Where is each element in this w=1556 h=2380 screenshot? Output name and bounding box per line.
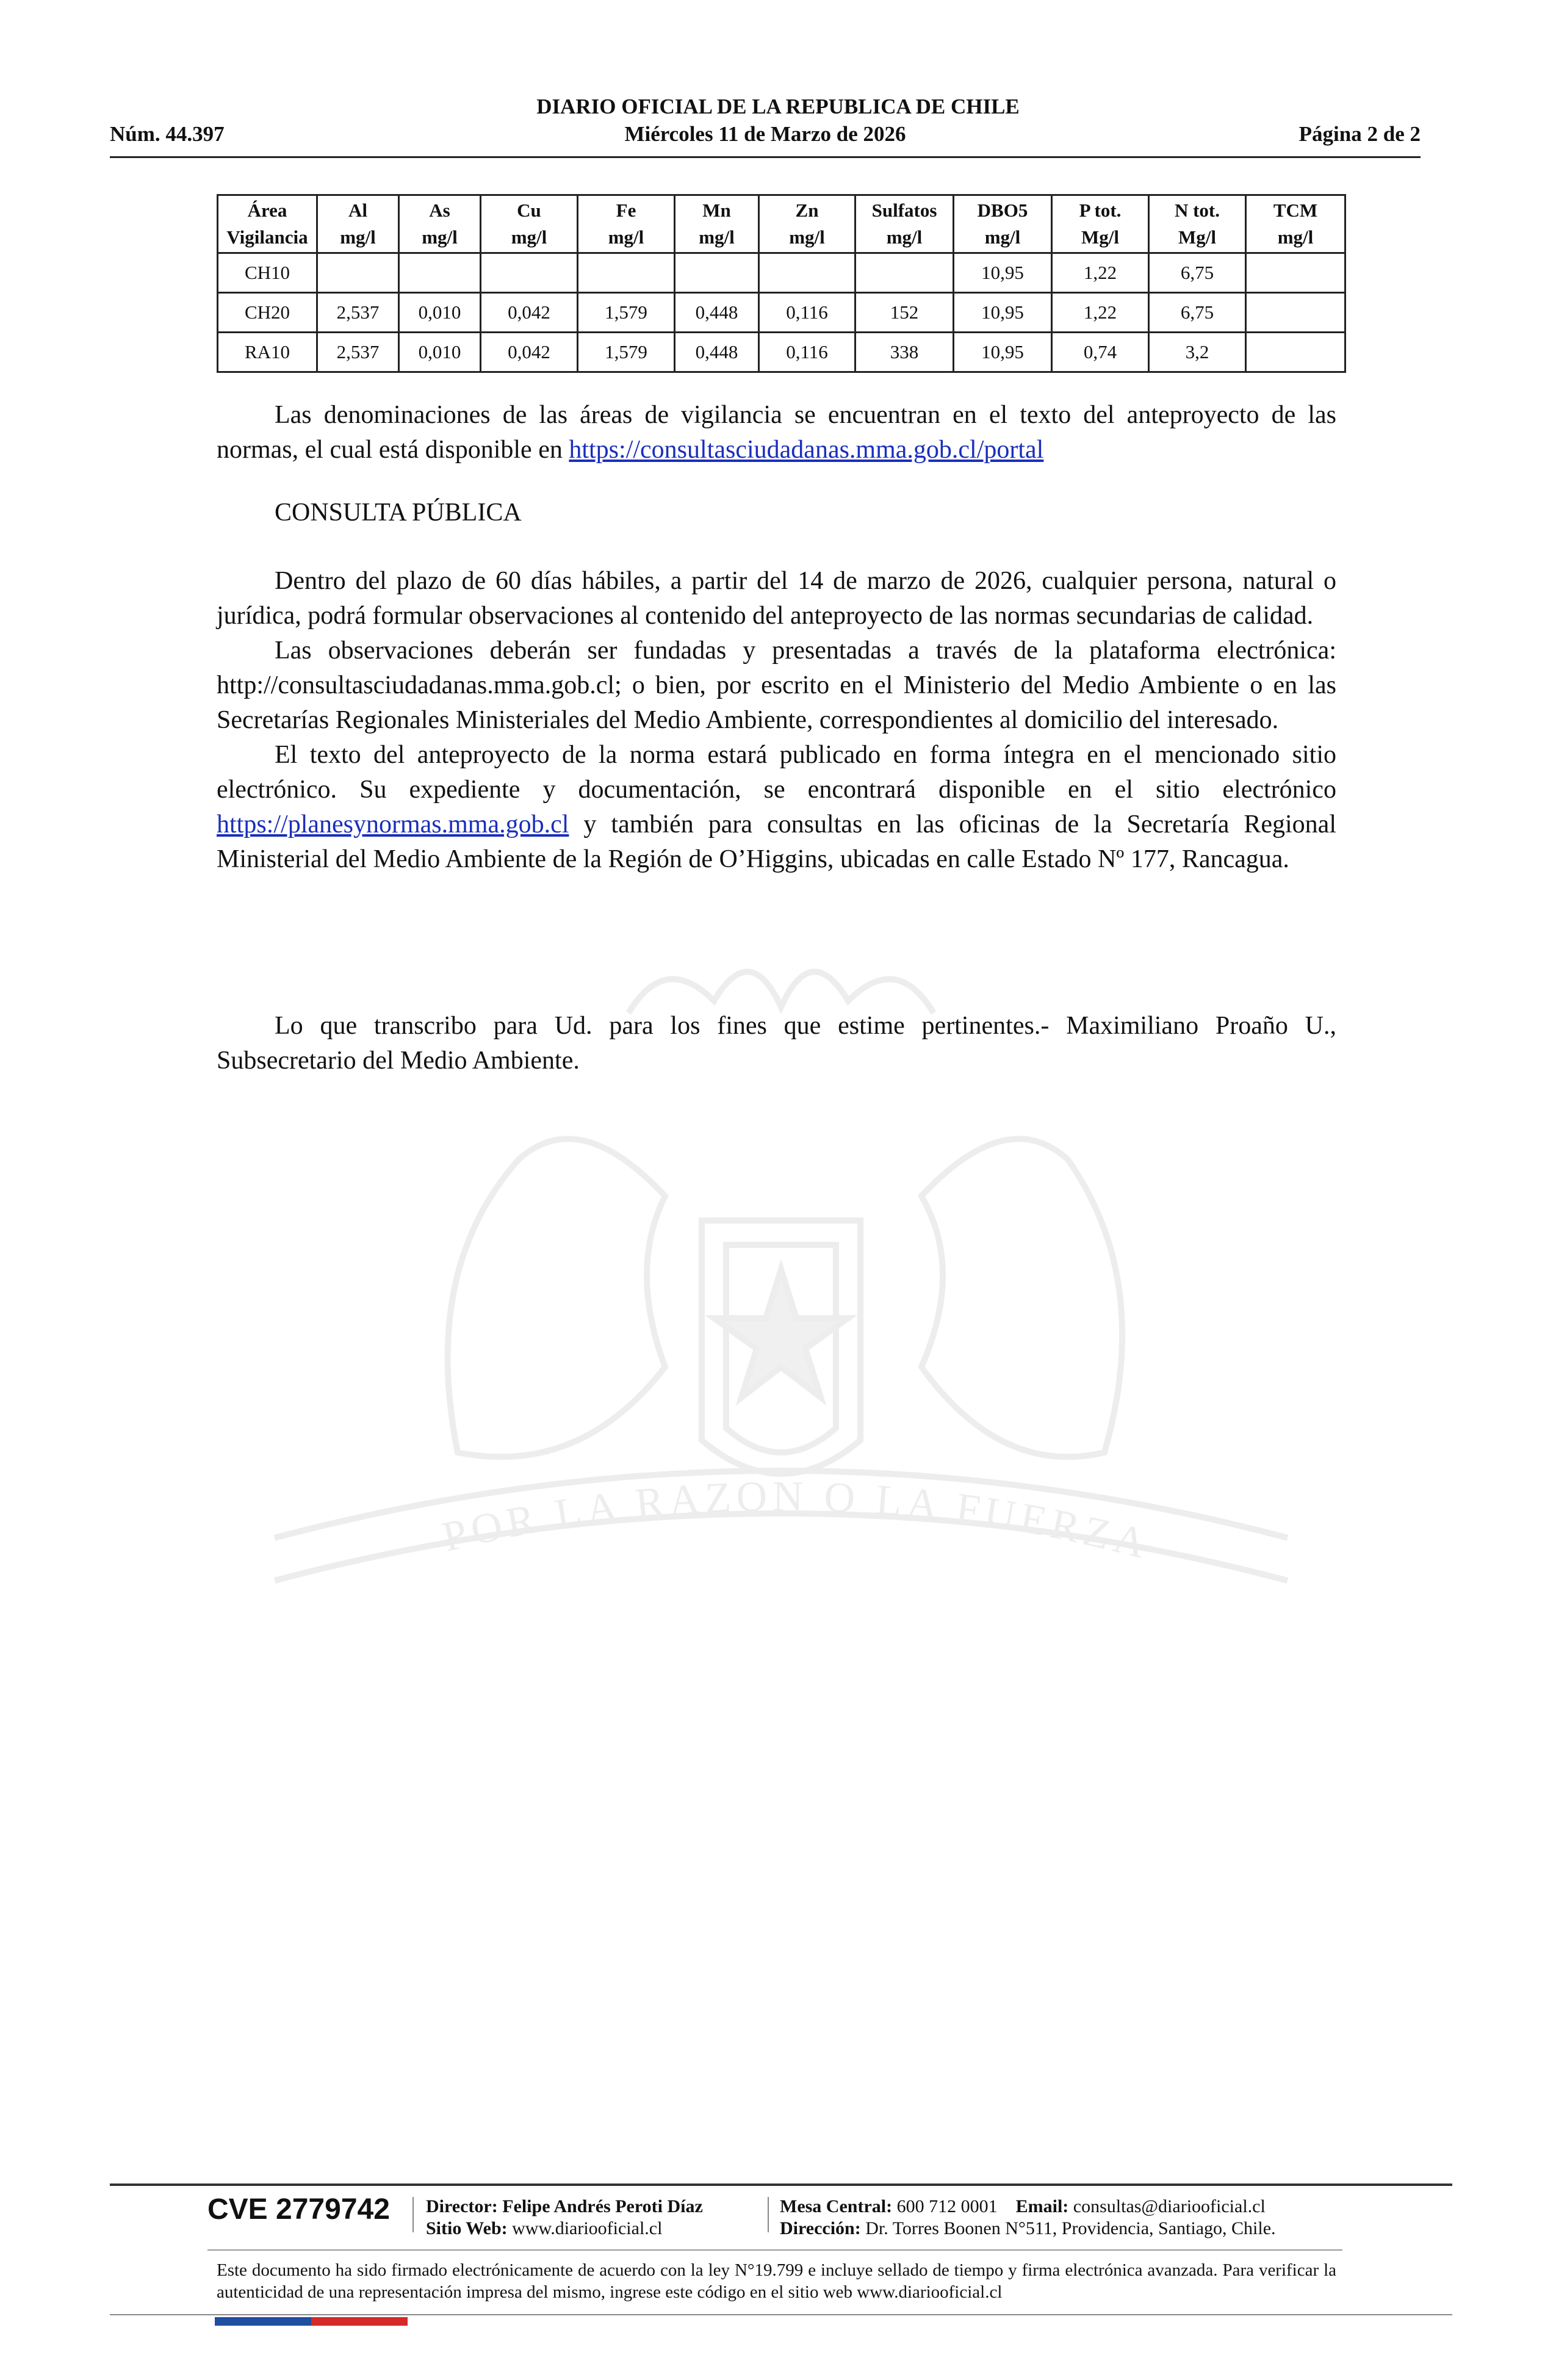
table-row <box>218 333 1345 372</box>
footer-contact-block <box>780 2196 1276 2240</box>
water-quality-table <box>217 194 1346 373</box>
table-cell <box>578 253 675 293</box>
footer-separator <box>768 2197 769 2232</box>
mesa-value: 600 712 0001 <box>896 2196 998 2216</box>
table-cell <box>1246 293 1345 333</box>
table-cell: 0,74 <box>1052 333 1149 372</box>
column-header: Fe mg/l <box>578 195 675 253</box>
paragraph-observations: Las observaciones deberán ser fundadas y presentadas a través de la plataforma electrónica: http://consultasciudadanas.mma.gob.cl; o bien, por escrito en el Ministerio del Medio Ambiente o en las Secretarías Regionales Ministeriales del Medio Ambiente, correspondientes al domicilio del interesado. <box>217 636 1336 734</box>
table-cell: 10,95 <box>954 333 1052 372</box>
table-cell: 1,22 <box>1052 293 1149 333</box>
table-cell: 2,537 <box>317 293 399 333</box>
table-cell: 0,448 <box>675 333 759 372</box>
footer-director-block <box>426 2196 703 2240</box>
flag-stripe-red <box>311 2317 408 2326</box>
footer-inner-divider <box>207 2249 1342 2251</box>
table-cell: 6,75 <box>1149 293 1246 333</box>
director-name: Felipe Andrés Peroti Díaz <box>502 2196 703 2216</box>
paragraph-text: El texto del anteproyecto de la norma estará publicado en forma íntegra en el mencionado sitio electrónico. Su expediente y documentación, se encontrará disponible en el sitio electrónico <box>217 741 1336 804</box>
paragraph-text: y también para consultas en las oficinas de la Secretaría Regional Ministerial del Medio Ambiente de la Región de O’Higgins, ubicadas en calle Estado Nº 177, Rancagua. <box>217 810 1336 873</box>
consultation-paragraphs <box>217 564 1336 877</box>
table-row <box>218 293 1345 333</box>
column-header: TCM mg/l <box>1246 195 1345 253</box>
table-cell: 6,75 <box>1149 253 1246 293</box>
email-label: Email: <box>1015 2196 1069 2216</box>
closing-paragraph <box>217 1009 1336 1078</box>
footer-bottom-divider <box>110 2314 1452 2315</box>
watermark-motto: POR LA RAZON O LA FUERZA <box>438 1473 1156 1569</box>
planes-normas-link[interactable]: https://planesynormas.mma.gob.cl <box>217 810 569 838</box>
header-row <box>110 122 1421 149</box>
table-cell: 2,537 <box>317 333 399 372</box>
site-value[interactable]: www.diariooficial.cl <box>512 2218 663 2238</box>
paragraph-publication <box>217 738 1336 877</box>
column-header: Cu mg/l <box>481 195 578 253</box>
cve-code: CVE 2779742 <box>207 2193 390 2226</box>
table-cell <box>759 253 855 293</box>
column-header: Al mg/l <box>317 195 399 253</box>
table-cell: 0,010 <box>399 293 481 333</box>
table-row <box>218 253 1345 293</box>
column-header: DBO5 mg/l <box>954 195 1052 253</box>
consultas-portal-link[interactable]: https://consultasciudadanas.mma.gob.cl/portal <box>569 436 1044 464</box>
column-header: As mg/l <box>399 195 481 253</box>
table-cell <box>1246 253 1345 293</box>
footer-separator <box>412 2197 414 2232</box>
column-header: Área Vigilancia <box>218 195 317 253</box>
table-cell: 0,042 <box>481 293 578 333</box>
table-cell: 0,448 <box>675 293 759 333</box>
table-cell: 10,95 <box>954 253 1052 293</box>
paragraph-deadline: Dentro del plazo de 60 días hábiles, a partir del 14 de marzo de 2026, cualquier persona, natural o jurídica, podrá formular observaciones al contenido del anteproyecto de las normas secundarias de calidad. <box>217 567 1336 630</box>
column-header: P tot. Mg/l <box>1052 195 1149 253</box>
table-cell: 1,579 <box>578 293 675 333</box>
table-cell: CH10 <box>218 253 317 293</box>
email-value[interactable]: consultas@diariooficial.cl <box>1073 2196 1266 2216</box>
column-header: Mn mg/l <box>675 195 759 253</box>
site-label: Sitio Web: <box>426 2218 508 2238</box>
electronic-signature-note: Este documento ha sido firmado electrónicamente de acuerdo con la ley N°19.799 e incluye sellado de tiempo y firma electrónica avanzada. Para verificar la autenticidad de una representación impresa del mismo, ingrese este código en el sitio web www.diariooficial.cl <box>217 2260 1336 2302</box>
header-divider <box>110 156 1421 158</box>
director-label: Director: <box>426 2196 498 2216</box>
table-cell: 0,042 <box>481 333 578 372</box>
table-cell: 3,2 <box>1149 333 1246 372</box>
table-cell <box>675 253 759 293</box>
footer-divider <box>110 2183 1452 2186</box>
column-header: Sulfatos mg/l <box>855 195 954 253</box>
table-cell: CH20 <box>218 293 317 333</box>
mesa-label: Mesa Central: <box>780 2196 893 2216</box>
section-heading: CONSULTA PÚBLICA <box>275 499 522 527</box>
table-cell <box>399 253 481 293</box>
table-cell: 1,579 <box>578 333 675 372</box>
column-header: Zn mg/l <box>759 195 855 253</box>
table-cell: 0,116 <box>759 333 855 372</box>
table-cell: 338 <box>855 333 954 372</box>
flag-stripe-blue <box>215 2317 311 2326</box>
table-cell: 152 <box>855 293 954 333</box>
paragraph-text: Las denominaciones de las áreas de vigilancia se encuentran en el texto del anteproyecto de las normas, el cual está disponible en <box>217 401 1336 464</box>
page-number: Página 2 de 2 <box>1298 122 1421 146</box>
table-header-row <box>218 195 1345 253</box>
table-cell: RA10 <box>218 333 317 372</box>
issue-date: Miércoles 11 de Marzo de 2026 <box>624 122 906 146</box>
signature-text: Lo que transcribo para Ud. para los fines que estime pertinentes.- Maximiliano Proaño U., Subsecretario del Medio Ambiente. <box>217 1012 1336 1075</box>
table-cell <box>855 253 954 293</box>
table-cell: 0,116 <box>759 293 855 333</box>
paragraph-area-names <box>217 398 1336 467</box>
newspaper-title: DIARIO OFICIAL DE LA REPUBLICA DE CHILE <box>536 95 1020 118</box>
issue-number: Núm. 44.397 <box>110 122 225 146</box>
table-cell: 0,010 <box>399 333 481 372</box>
table-cell <box>1246 333 1345 372</box>
column-header: N tot. Mg/l <box>1149 195 1246 253</box>
table-cell: 10,95 <box>954 293 1052 333</box>
address-value: Dr. Torres Boonen N°511, Providencia, Santiago, Chile. <box>865 2218 1276 2238</box>
address-label: Dirección: <box>780 2218 861 2238</box>
table-cell <box>481 253 578 293</box>
table-cell <box>317 253 399 293</box>
table-cell: 1,22 <box>1052 253 1149 293</box>
